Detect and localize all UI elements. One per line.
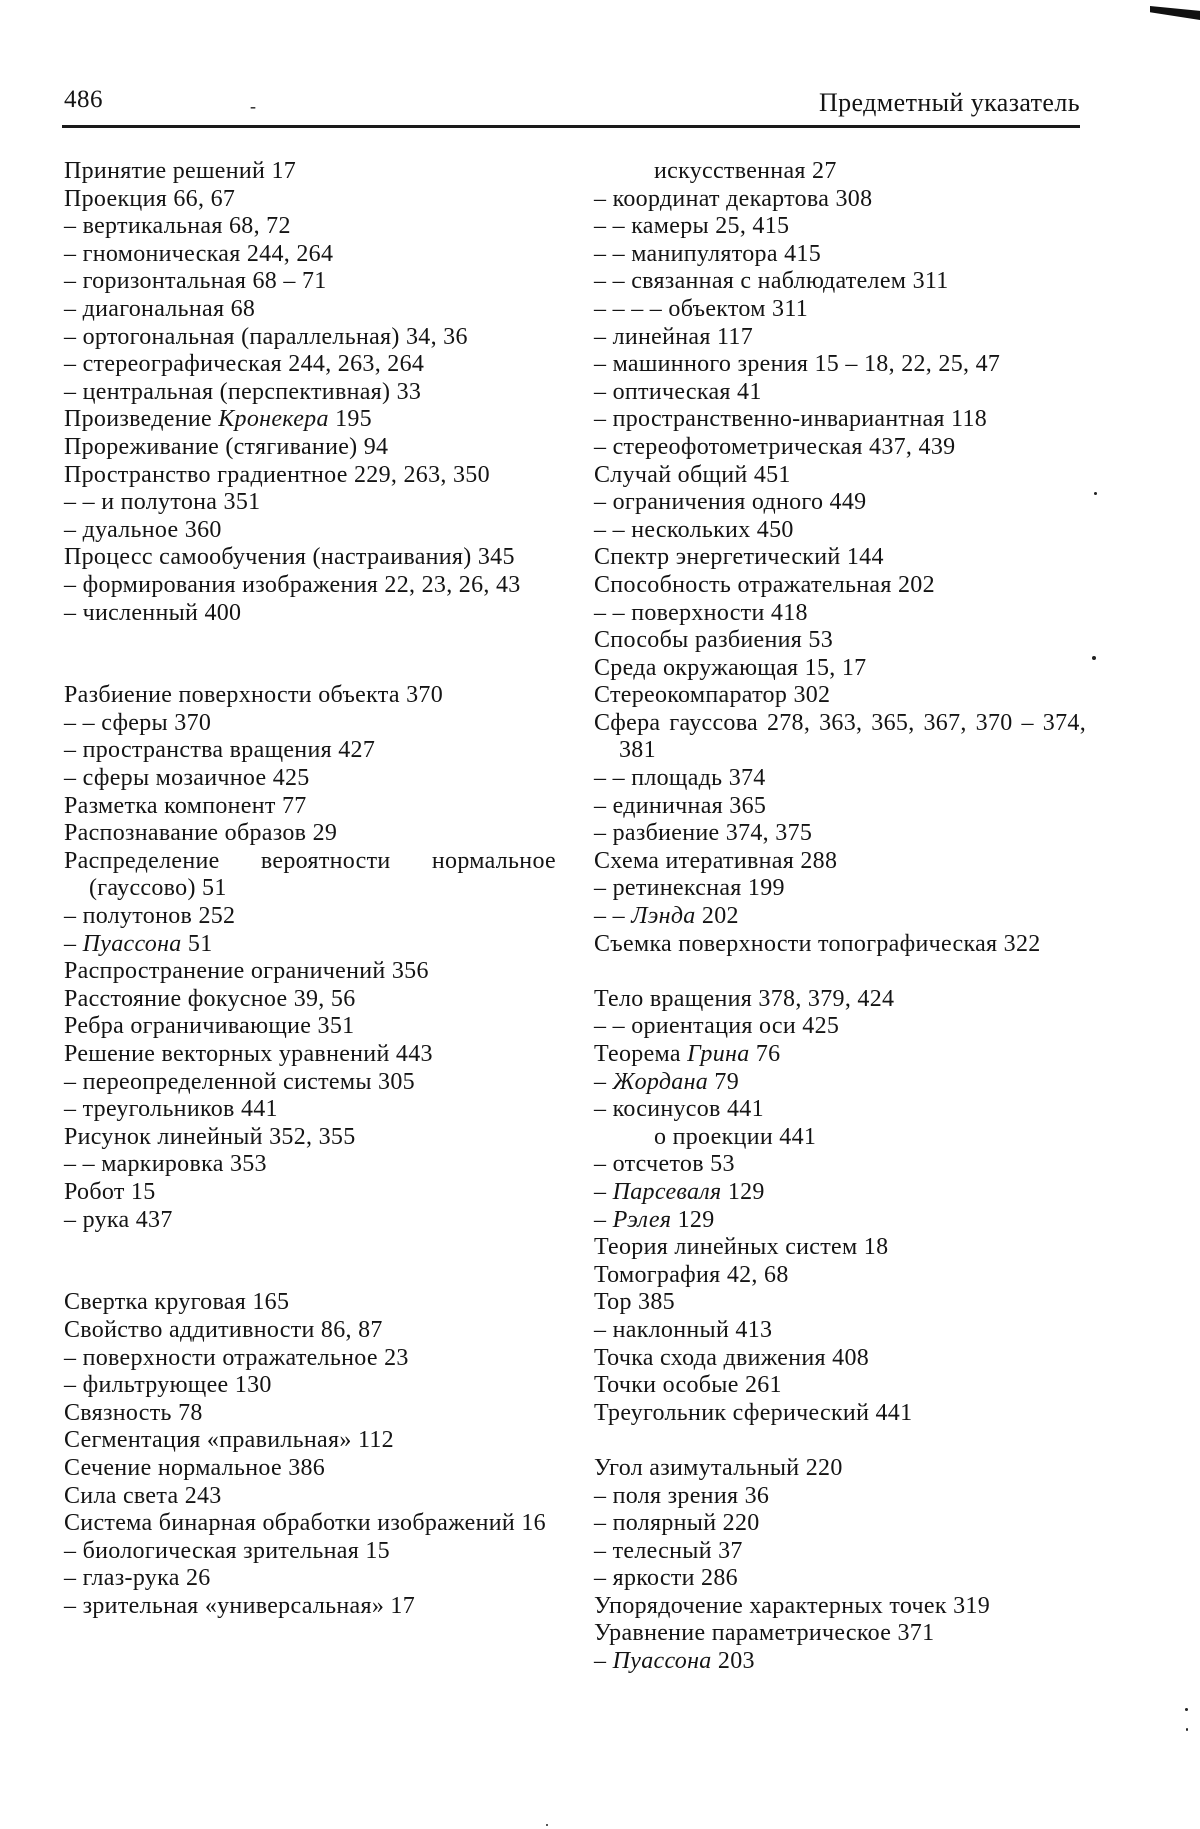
- index-entry: – машинного зрения 15 – 18, 22, 25, 47: [594, 351, 1001, 378]
- index-entry: Спектр энергетический 144: [594, 544, 884, 571]
- index-entry-pages: 76: [749, 1041, 781, 1067]
- index-entry: Система бинарная обработки изображений 16: [64, 1510, 546, 1537]
- index-entry: – ортогональная (параллельная) 34, 36: [64, 323, 468, 350]
- index-entry: Стереокомпаратор 302: [594, 682, 831, 709]
- index-entry: – полутонов 252: [64, 903, 236, 930]
- index-entry: Точка схода движения 408: [594, 1344, 870, 1371]
- index-entry: – численный 400: [64, 599, 242, 626]
- scan-corner-mark: [1150, 6, 1200, 20]
- index-entry-prefix: –: [594, 1068, 613, 1095]
- index-entry-prefix: – –: [594, 903, 632, 930]
- header-rule: [62, 125, 1080, 128]
- index-entry: Свойство аддитивности 86, 87: [64, 1316, 383, 1343]
- index-entry: Пространство градиентное 229, 263, 350: [64, 461, 490, 488]
- index-entry: [594, 1041, 1086, 1069]
- index-entry: – дуальное 360: [64, 516, 222, 543]
- index-entry: – диагональная 68: [64, 295, 256, 322]
- index-entry: Проекция 66, 67: [64, 185, 236, 212]
- page-number: 486: [64, 86, 103, 113]
- index-entry: [594, 1648, 1086, 1676]
- index-entry: Томография 42, 68: [594, 1261, 789, 1288]
- index-entry: Робот 15: [64, 1178, 156, 1205]
- index-entry: – – и полутона 351: [64, 489, 261, 516]
- index-entry: – пространства вращения 427: [64, 737, 376, 764]
- index-entry: Рисунок линейный 352, 355: [64, 1123, 356, 1150]
- index-entry-person-name: Лэнда: [631, 903, 696, 930]
- index-entry: Съемка поверхности топографическая 322: [594, 930, 1041, 957]
- index-entry: – поверхности отражательное 23: [64, 1344, 409, 1371]
- index-entry: о проекции 441: [654, 1123, 817, 1150]
- index-column-right: [594, 158, 1086, 1676]
- index-entry: Распространение ограничений 356: [64, 958, 429, 985]
- index-entry-prefix: –: [64, 930, 83, 957]
- index-entry: – – сферы 370: [64, 709, 212, 736]
- scan-speck: [1092, 656, 1096, 660]
- index-entry: Треугольник сферический 441: [594, 1399, 913, 1426]
- index-entry: – – поверхности 418: [594, 599, 808, 626]
- index-entry: – глаз-рука 26: [64, 1565, 211, 1592]
- index-entry: [594, 1179, 1086, 1207]
- index-entry-person-name: Грина: [687, 1041, 750, 1067]
- index-entry-prefix: –: [594, 1206, 613, 1233]
- index-entry: искусственная 27: [654, 158, 837, 184]
- index-entry: – координат декартова 308: [594, 185, 873, 212]
- index-entry: – сферы мозаичное 425: [64, 765, 310, 792]
- index-entry: – треугольников 441: [64, 1096, 278, 1123]
- index-entry: Точки особые 261: [594, 1372, 782, 1399]
- index-entry-person-name: Парсеваля: [612, 1178, 722, 1205]
- index-entry: Свертка круговая 165: [64, 1289, 290, 1316]
- index-entry-pages: 202: [695, 903, 739, 930]
- index-entry: Сила света 243: [64, 1482, 222, 1509]
- index-entry: Упорядочение характерных точек 319: [594, 1592, 990, 1619]
- stray-tick-mark: -: [250, 96, 256, 116]
- index-entry: Разбиение поверхности объекта 370: [64, 682, 443, 709]
- index-entry-pages: 129: [721, 1178, 765, 1205]
- index-entry-pages: 203: [711, 1648, 755, 1675]
- index-entry: Распознавание образов 29: [64, 820, 338, 847]
- index-entry: Среда окружающая 15, 17: [594, 654, 867, 681]
- index-entry: Способность отражательная 202: [594, 571, 935, 598]
- index-entry: – – манипулятора 415: [594, 240, 821, 267]
- index-entry: Сегментация «правильная» 112: [64, 1427, 394, 1454]
- index-entry: Расстояние фокусное 39, 56: [64, 985, 356, 1012]
- index-entry: – – камеры 25, 415: [594, 213, 790, 240]
- index-entry: – пространственно-инвариантная 118: [594, 406, 988, 433]
- index-entry: – яркости 286: [594, 1565, 738, 1592]
- index-entry: – ретинексная 199: [594, 875, 785, 902]
- index-entry-prefix: –: [594, 1178, 613, 1205]
- index-entry: Ребра ограничивающие 351: [64, 1013, 355, 1040]
- index-entry: – гномоническая 244, 264: [64, 240, 334, 267]
- scan-speck: [1185, 1708, 1188, 1711]
- index-entry: Процесс самообучения (настраивания) 345: [64, 544, 515, 571]
- index-entry: – – маркировка 353: [64, 1151, 267, 1178]
- index-entry: [64, 931, 556, 959]
- index-entry: – – ориентация оси 425: [594, 1013, 840, 1040]
- index-entry: – переопределенной системы 305: [64, 1068, 415, 1095]
- index-entry: Распределение вероятности нормальное (гауссово) 51: [64, 847, 556, 902]
- index-entry: – вертикальная 68, 72: [64, 213, 291, 240]
- running-head: Предметный указатель: [818, 88, 1080, 117]
- index-entry: [64, 406, 556, 434]
- index-entry: – полярный 220: [594, 1510, 760, 1537]
- index-entry: Принятие решений 17: [64, 158, 297, 184]
- index-entry-person-name: Жордана: [612, 1068, 709, 1095]
- index-entry: Решение векторных уравнений 443: [64, 1041, 433, 1067]
- index-entry: Прореживание (стягивание) 94: [64, 433, 389, 460]
- index-entry-pages: 51: [181, 930, 213, 957]
- index-entry-person-name: Рэлея: [612, 1206, 672, 1233]
- index-entry: Связность 78: [64, 1399, 203, 1426]
- index-entry: – рука 437: [64, 1206, 173, 1233]
- index-entry: – косинусов 441: [594, 1096, 764, 1123]
- index-column-left: [64, 158, 556, 1620]
- index-entry: Способы разбиения 53: [594, 627, 834, 654]
- index-entry: – – нескольких 450: [594, 516, 794, 543]
- scan-speck: [1094, 492, 1097, 495]
- index-entry: – фильтрующее 130: [64, 1372, 272, 1399]
- index-entry-person-name: Кронекера: [218, 406, 329, 433]
- index-entry: – – площадь 374: [594, 765, 766, 792]
- index-entry-pages: 129: [671, 1206, 715, 1233]
- index-entry: – формирования изображения 22, 23, 26, 43: [64, 571, 521, 598]
- index-entry-pages: 195: [328, 406, 372, 433]
- index-entry: – телесный 37: [594, 1537, 743, 1564]
- index-entry: – разбиение 374, 375: [594, 820, 813, 847]
- index-entry: – горизонтальная 68 – 71: [64, 268, 327, 295]
- index-entry: [594, 903, 1086, 931]
- index-entry: – отсчетов 53: [594, 1151, 735, 1178]
- index-entry: – ограничения одного 449: [594, 489, 867, 516]
- index-entry: Тело вращения 378, 379, 424: [594, 985, 895, 1012]
- scan-speck: [546, 1824, 548, 1826]
- index-entry: [594, 1069, 1086, 1097]
- index-entry: Угол азимутальный 220: [594, 1454, 843, 1481]
- index-entry-prefix: –: [594, 1648, 613, 1675]
- index-entry: Сечение нормальное 386: [64, 1454, 326, 1481]
- index-entry: – центральная (перспективная) 33: [64, 378, 422, 405]
- index-entry: Уравнение параметрическое 371: [594, 1620, 935, 1647]
- index-entry: – наклонный 413: [594, 1316, 773, 1343]
- index-entry: Разметка компонент 77: [64, 792, 307, 819]
- index-entry: – стереофотометрическая 437, 439: [594, 433, 956, 460]
- index-entry: – зрительная «универсальная» 17: [64, 1592, 416, 1619]
- index-entry-person-name: Пуассона: [612, 1648, 712, 1675]
- index-entry: [594, 1207, 1086, 1235]
- index-entry: Тор 385: [594, 1289, 675, 1316]
- index-entry: – единичная 365: [594, 792, 767, 819]
- index-entry-prefix: Теорема: [594, 1041, 688, 1067]
- index-entry: – поля зрения 36: [594, 1482, 770, 1509]
- index-entry: Схема итеративная 288: [594, 847, 838, 874]
- index-entry-prefix: Произведение: [64, 406, 219, 433]
- index-entry-person-name: Пуассона: [82, 930, 182, 957]
- index-entry: – – связанная с наблюдателем 311: [594, 268, 949, 295]
- index-entry: – стереографическая 244, 263, 264: [64, 351, 425, 378]
- index-entry: – линейная 117: [594, 323, 754, 350]
- index-entry-pages: 79: [708, 1068, 740, 1095]
- index-entry: – оптическая 41: [594, 378, 762, 405]
- index-entry: Теория линейных систем 18: [594, 1234, 889, 1261]
- index-entry: Сфера гауссова 278, 363, 365, 367, 370 – 374, 381: [594, 709, 1086, 764]
- index-entry: Случай общий 451: [594, 461, 791, 488]
- index-entry: – – – – объектом 311: [594, 295, 809, 322]
- index-entry: – биологическая зрительная 15: [64, 1537, 390, 1564]
- scan-speck: [1186, 1728, 1188, 1731]
